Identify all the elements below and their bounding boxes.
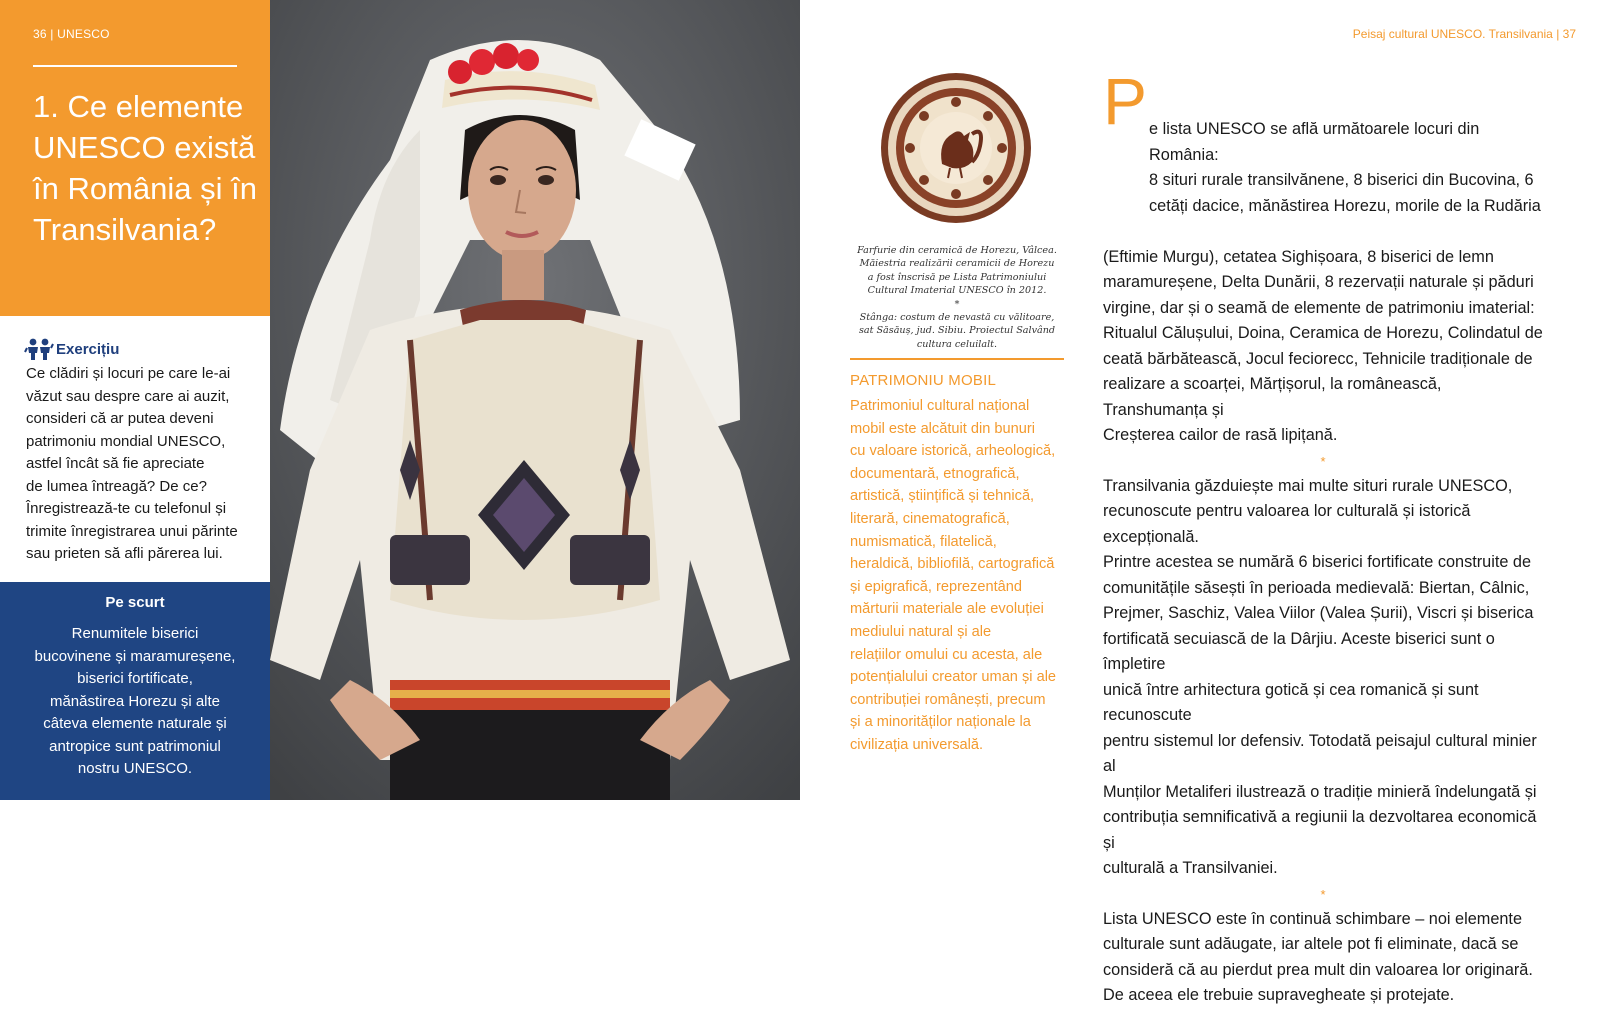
sidebar-divider — [850, 358, 1064, 360]
summary-panel — [0, 582, 270, 800]
exercise-title: Exercițiu — [56, 340, 120, 358]
page-folio-right: Peisaj cultural UNESCO. Transilvania | 37 — [1352, 27, 1576, 41]
photo-captions — [856, 244, 1058, 351]
paragraph-intro-rest: (Eftimie Murgu), cetatea Sighișoara, 8 biserici de lemn maramureșene, Delta Dunării, 8 rezervații naturale și păduri virgine, dar și o seamă de elemente de patrimoniu imaterial: Ritualul Călușului, Doina, Ceramica de Horezu, Colindatul de ceată bărbătească, Jocul feciorесc, Tehnicile tradiționale de realizare a scoarței, Mărțișorul, la românească, Transhumanța și Creșterea cailor de rasă lipițană. — [1103, 247, 1543, 444]
main-article — [1103, 66, 1543, 1009]
costume-portrait-photo — [270, 0, 800, 800]
section-separator: * — [1320, 453, 1326, 469]
plate-caption: Farfurie din ceramică de Horezu, Vâlcea. Măiestria realizării ceramicii de Horezu a fost înscrisă pe Lista Patrimoniului Cultural Imaterial UNESCO în 2012. — [857, 245, 1057, 297]
paragraph-list-changes: Lista UNESCO este în continuă schimbare – noi elemente culturale sunt adăugate, iar altele pot fi eliminate, dacă se consideră că au pierdut prea mult din valoarea lor originară. De aceea ele trebuie supravegheate și protejate. — [1103, 909, 1533, 1004]
sidebar-title: PATRIMONIU MOBIL — [850, 372, 996, 389]
chapter-header-panel — [0, 0, 270, 316]
header-divider — [33, 65, 237, 67]
exercise-text: Ce clădiri și locuri pe care le-ai văzut sau despre care ai auzit, consideri că ar putea deveni patrimoniu mondial UNESCO, astfel încât să fie apreciate de lumea întreagă? De ce? Înregistrează-te cu telefonul și trimite înregistrarea unui părinte sau prieten să afli părerea lui. — [26, 365, 238, 562]
section-separator: * — [1320, 886, 1326, 902]
paragraph-transilvania: Transilvania găzduiește mai multe situri rurale UNESCO, recunoscute pentru valoarea lor culturală și istorică excepțională. Printre acestea se numără 6 biserici fortificate construite de comunitățile săsești în perioada medievală: Biertan, Câlnic, Prejmer, Saschiz, Valea Viilor (Valea Șurii), Viscri și biserica fortificată secuiască de la Dârjiu. Aceste biserici sunt o împletire unică între arhitectura gotică și cea romanică și sunt recunoscute pentru sistemul lor defensiv. Totodată peisajul cultural minier al Munților Metaliferi ilustrează o tradiție minieră îndelungată și contribuția semnificativă a regiunii la dezvoltarea economică și culturală a Transilvaniei. — [1103, 476, 1537, 877]
paragraph-unesco-list — [1103, 66, 1543, 449]
sidebar-text: Patrimoniul cultural național mobil este alcătuit din bunuri cu valoare istorică, arheologică, documentară, etnografică, artistică, științifică și tehnică, literară, cinematografică, numismatică, filatelică, heraldică, bibliofilă, cartografică și epigrafică, reprezentând mărturii materiale ale evoluției mediului natural și ale relațiilor omului cu acesta, ale potențialului creator uman și ale contribuției românești, precum și a minorităților naționale la civilizația universală. — [850, 398, 1057, 753]
chapter-title: 1. Ce elemente UNESCO există în România și în Transilvania? — [33, 89, 257, 247]
horezu-plate-image — [880, 72, 1032, 224]
exercise-header — [26, 337, 256, 361]
summary-title: Pe scurt — [105, 594, 165, 611]
costume-caption: Stânga: costum de nevastă cu vălitoare, sat Săsăuș, jud. Sibiu. Proiectul Salvând cultura celuilalt. — [858, 312, 1056, 350]
paragraph-intro-lines: e lista UNESCO se află următoarele locuri din România: 8 situri rurale transilvănene, 8 biserici din Bucovina, 6 cetăți dacice, mănăstirea Horezu, morile de la Rudăria — [1149, 120, 1541, 215]
page-folio-left: 36 | UNESCO — [33, 27, 110, 41]
summary-text: Renumitele biserici bucovinene și maramureșene, biserici fortificate, mănăstirea Horezu și alte câteva elemente naturale și antropice sunt patrimoniul nostru UNESCO. — [34, 625, 236, 777]
ceramic-plate-illustration — [880, 72, 1032, 224]
exercise-box — [26, 337, 256, 566]
caption-separator: * — [954, 298, 960, 310]
people-icon — [26, 338, 53, 360]
drop-cap: P — [1103, 64, 1148, 138]
portrait-illustration — [270, 0, 800, 800]
